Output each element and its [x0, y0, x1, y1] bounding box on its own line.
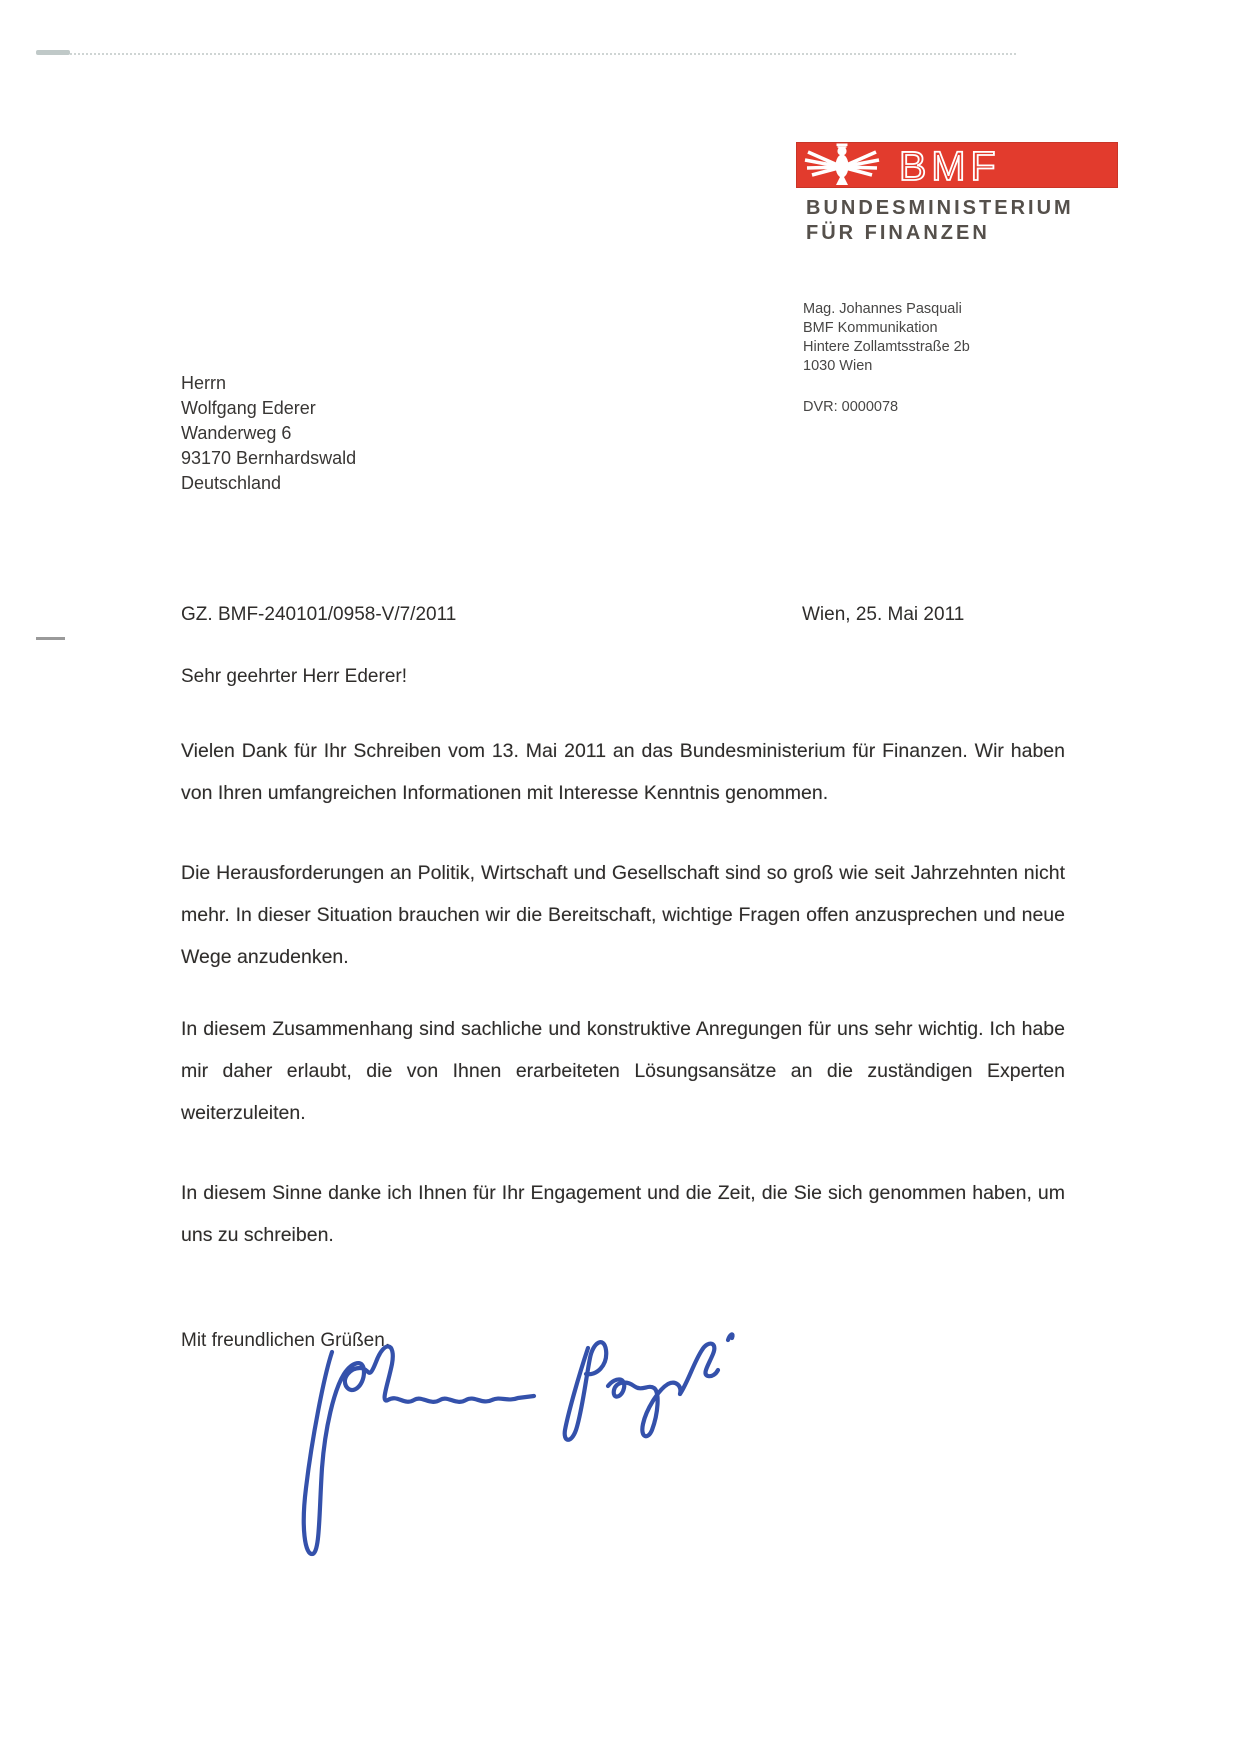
sender-name: Mag. Johannes Pasquali	[803, 301, 962, 317]
sender-department: BMF Kommunikation	[803, 320, 938, 336]
recipient-name: Wolfgang Ederer	[181, 398, 316, 418]
austrian-eagle-icon	[805, 144, 879, 186]
body-paragraph-1: Vielen Dank für Ihr Schreiben vom 13. Mai 2011 an das Bundesministerium für Finanzen. Wir haben von Ihren umfangreichen Informationen mit Interesse Kenntnis genommen.	[181, 740, 1065, 804]
sender-block	[803, 300, 970, 376]
letterhead-banner	[796, 142, 1118, 188]
recipient-country: Deutschland	[181, 473, 282, 493]
bmf-logo	[796, 142, 1118, 188]
reference-number: GZ. BMF-240101/0958-V/7/2011	[181, 604, 457, 625]
scan-artifact-dotted-line	[38, 53, 1016, 55]
fold-mark	[36, 637, 65, 640]
body-paragraph-3: In diesem Zusammenhang sind sachliche und konstruktive Anregungen für uns sehr wichtig. Ich habe mir daher erlaubt, die von Ihnen erarbeiteten Lösungsansätze an die zuständigen Experten weiterzuleiten.	[181, 1018, 1065, 1124]
handwritten-signature	[272, 1318, 742, 1588]
dvr-number: DVR: 0000078	[803, 399, 899, 415]
body-paragraph-2: Die Herausforderungen an Politik, Wirtschaft und Gesellschaft sind so groß wie seit Jahrzehnten nicht mehr. In dieser Situation brauchen wir die Bereitschaft, wichtige Fragen offen anzusprechen und neue Wege anzudenken.	[181, 862, 1065, 968]
bmf-logo-text: BMF	[899, 143, 1001, 188]
sender-street: Hintere Zollamtsstraße 2b	[803, 339, 970, 355]
ministry-line-2: FÜR FINANZEN	[806, 222, 990, 244]
body-paragraph-4: In diesem Sinne danke ich Ihnen für Ihr Engagement und die Zeit, die Sie sich genommen haben, um uns zu schreiben.	[181, 1182, 1065, 1246]
recipient-address	[181, 371, 356, 496]
letter-salutation: Sehr geehrter Herr Ederer!	[181, 666, 407, 687]
recipient-street: Wanderweg 6	[181, 423, 292, 443]
closing-salutation: Mit freundlichen Grüßen,	[181, 1330, 391, 1351]
sender-city: 1030 Wien	[803, 358, 873, 374]
place-and-date: Wien, 25. Mai 2011	[802, 604, 965, 625]
ministry-line-1: BUNDESMINISTERIUM	[806, 197, 1074, 219]
signature-ink	[272, 1318, 742, 1588]
recipient-city: 93170 Bernhardswald	[181, 448, 357, 468]
scan-artifact-mark	[36, 50, 70, 55]
ministry-name	[806, 196, 1074, 246]
recipient-salutation: Herrn	[181, 373, 227, 393]
